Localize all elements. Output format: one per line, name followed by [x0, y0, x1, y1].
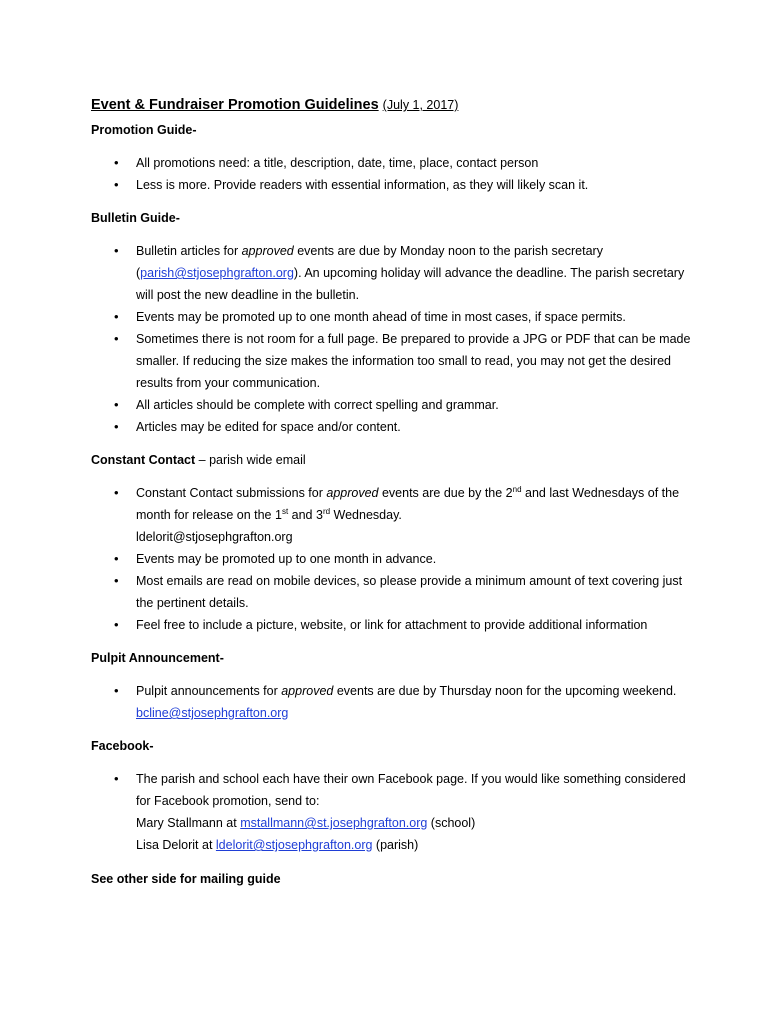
constant-contact-heading	[91, 450, 691, 470]
constant-b1-mid: events are due by the 2	[378, 486, 513, 500]
bulletin-bullet-4: • All articles should be complete with correct spelling and grammar.	[91, 394, 691, 416]
footer-note: See other side for mailing guide	[91, 872, 281, 886]
promotion-list	[91, 152, 691, 196]
bulletin-bullet-2: • Events may be promoted up to one month ahead of time in most cases, if space permits.	[91, 306, 691, 328]
pulpit-list	[91, 680, 691, 724]
constant-bullet-3: • Most emails are read on mobile devices, so please provide a minimum amount of text covering just the pertinent details.	[91, 570, 691, 614]
promotion-bullet-1: • All promotions need: a title, description, date, time, place, contact person	[91, 152, 691, 174]
promotion-bullet-2: • Less is more. Provide readers with essential information, as they will likely scan it.	[91, 174, 691, 196]
title-main: Event & Fundraiser Promotion Guidelines	[91, 97, 379, 113]
bulletin-b1-paren: (	[136, 266, 141, 280]
document-content	[91, 95, 691, 890]
parish-contact-pre: Lisa Delorit at	[136, 838, 216, 852]
pulpit-bullet-1	[91, 680, 691, 724]
facebook-list	[91, 768, 691, 856]
bulletin-bullet-3: • Sometimes there is not room for a full page. Be prepared to provide a JPG or PDF that can be made smaller. If reducing the size makes the information too small to read, you may not get the desired results from your communication.	[91, 328, 691, 394]
bulletin-b1-post: events are due by Monday noon to the parish secretary	[293, 244, 603, 258]
ldelorit-email-link[interactable]: ldelorit@stjosephgrafton.org	[215, 838, 373, 852]
bcline-email-link[interactable]: bcline@stjosephgrafton.org	[136, 706, 289, 720]
facebook-contact-school	[136, 812, 691, 834]
constant-b1-sup-st: st	[281, 507, 289, 516]
constant-b1-em: approved	[326, 486, 379, 500]
constant-b1-mid3: and 3	[288, 508, 323, 522]
constant-bullet-4: • Feel free to include a picture, website, or link for attachment to provide additional information	[91, 614, 691, 636]
school-contact-post: (school)	[427, 816, 476, 830]
bulletin-bullet-1	[91, 240, 691, 306]
pulpit-b1-pre: Pulpit announcements for	[136, 684, 282, 698]
bulletin-list	[91, 240, 691, 438]
facebook-bullet-1	[91, 768, 691, 856]
pulpit-b1-post: events are due by Thursday noon for the upcoming weekend.	[333, 684, 677, 698]
bulletin-b1-pre: Bulletin articles for	[136, 244, 242, 258]
school-contact-pre: Mary Stallmann at	[136, 816, 241, 830]
constant-b1-pre: Constant Contact submissions for	[136, 486, 327, 500]
bulletin-bullet-5: • Articles may be edited for space and/or content.	[91, 416, 691, 438]
promotion-heading: Promotion Guide-	[91, 123, 197, 137]
pulpit-heading: Pulpit Announcement-	[91, 651, 224, 665]
constant-b1-mid2: and last Wednesdays of the month for release on the 1	[136, 486, 680, 522]
parish-email-link[interactable]: parish@stjosephgrafton.org	[140, 266, 294, 280]
facebook-contact-parish	[136, 834, 691, 856]
bulletin-heading: Bulletin Guide-	[91, 211, 180, 225]
constant-b1-sup-nd: nd	[512, 485, 522, 494]
title-date: (July 1, 2017)	[382, 98, 459, 112]
pulpit-b1-em: approved	[281, 684, 334, 698]
mstallmann-email-link[interactable]: mstallmann@st.josephgrafton.org	[240, 816, 428, 830]
constant-b1-end: Wednesday.	[330, 508, 402, 522]
constant-heading-rest: – parish wide email	[195, 453, 306, 467]
bulletin-b1-tail: ). An upcoming holiday will advance the deadline. The parish secretary will post the new deadline in the bulletin.	[136, 266, 685, 302]
constant-bullet-1	[91, 482, 691, 548]
document-title	[91, 95, 691, 115]
constant-heading-bold: Constant Contact	[91, 453, 196, 467]
constant-contact-list	[91, 482, 691, 636]
parish-contact-post: (parish)	[372, 838, 419, 852]
bulletin-b1-em: approved	[241, 244, 294, 258]
facebook-b1-text: The parish and school each have their own Facebook page. If you would like something considered for Facebook promotion, send to:	[136, 772, 686, 808]
constant-b1-sup-rd: rd	[322, 507, 331, 516]
facebook-heading: Facebook-	[91, 739, 154, 753]
constant-contact-email: ldelorit@stjosephgrafton.org	[136, 530, 293, 544]
constant-bullet-2: • Events may be promoted up to one month in advance.	[91, 548, 691, 570]
